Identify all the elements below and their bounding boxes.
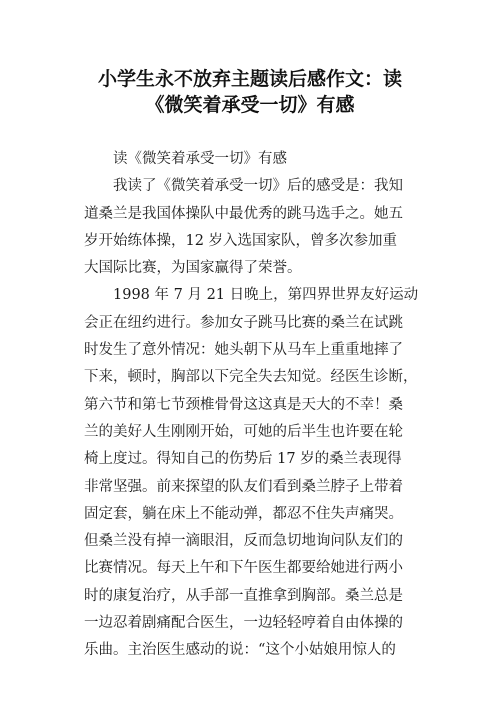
paragraph-line: 1998 年 7 月 21 日晚上，第四界世界友好运动 <box>113 287 419 304</box>
paragraph-line: 非常坚强。前来探望的队友们看到桑兰脖子上带着 <box>84 478 403 495</box>
paragraph-line: 兰的美好人生刚刚开始，可她的后半生也许要在轮 <box>84 423 403 440</box>
paragraph-line: 时发生了意外情况：她头朝下从马车上重重地摔了 <box>84 342 403 359</box>
paragraph-line: 大国际比赛，为国家赢得了荣誉。 <box>84 260 302 277</box>
paragraph-line: 比赛情况。每天上午和下午医生都要给她进行两小 <box>84 560 403 577</box>
document-title-line-1: 小学生永不放弃主题读后感作文：读 <box>97 68 402 90</box>
paragraph-line: 道桑兰是我国体操队中最优秀的跳马选手之。她五 <box>84 205 403 222</box>
paragraph-line: 乐曲。主治医生感动的说：“这个小姑娘用惊人的 <box>84 642 396 659</box>
document-title-line-2: 《微笑着承受一切》有感 <box>145 94 355 116</box>
paragraph-line: 时的康复治疗，从手部一直推拿到胸部。桑兰总是 <box>84 587 403 604</box>
document-body <box>84 146 424 665</box>
paragraph-line: 但桑兰没有掉一滴眼泪，反而急切地询问队友们的 <box>84 533 403 550</box>
paragraph-line: 会正在纽约进行。参加女子跳马比赛的桑兰在试跳 <box>84 314 403 331</box>
paragraph-line: 我读了《微笑着承受一切》后的感受是：我知 <box>113 178 403 195</box>
paragraph-line: 一边忍着剧痛配合医生，一边轻轻哼着自由体操的 <box>84 615 403 632</box>
paragraph-line: 固定套，躺在床上不能动弹，都忍不住失声痛哭。 <box>84 505 403 522</box>
paragraph-line: 岁开始练体操，12 岁入选国家队，曾多次参加重 <box>84 232 398 249</box>
paragraph-line: 椅上度过。得知自己的伤势后 17 岁的桑兰表现得 <box>84 451 402 468</box>
subtitle-line: 读《微笑着承受一切》有感 <box>113 151 287 167</box>
paragraph-line: 下来，顿时，胸部以下完全失去知觉。经医生诊断， <box>84 369 418 386</box>
paragraph-line: 第六节和第七节颈椎骨骨这这真是天大的不幸！桑 <box>84 396 403 413</box>
